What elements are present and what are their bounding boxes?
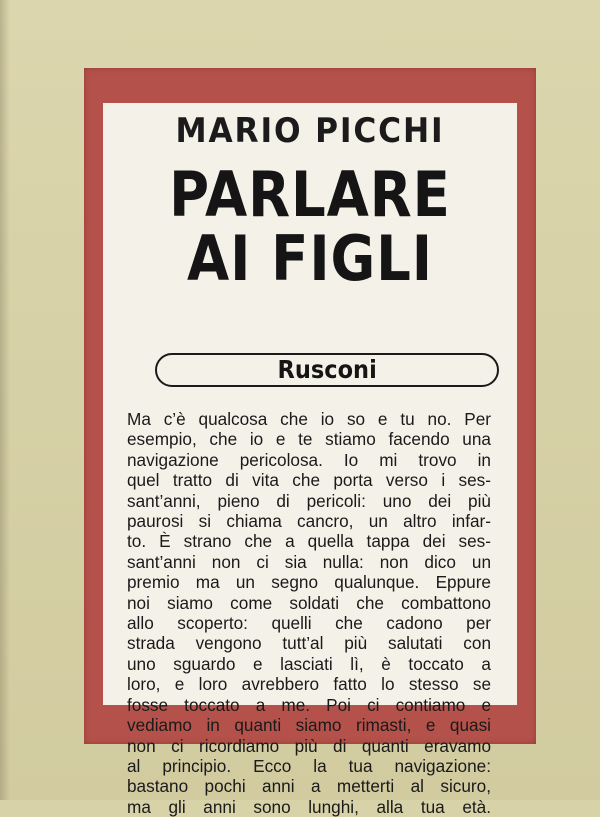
blurb-line: premio ma un segno qualunque. Eppure xyxy=(127,572,491,593)
blurb-line: al principio. Ecco la tua navigazione: xyxy=(127,755,491,776)
blurb-line: sant’anni non ci sia nulla: non dico un xyxy=(127,551,491,572)
blurb-line: strada vengono tutt’al più salutati con xyxy=(127,633,491,654)
blurb-text xyxy=(127,409,491,817)
blurb-line: non ci ricordiamo più di quanti eravamo xyxy=(127,735,491,756)
blurb-line: uno sguardo e lasciati lì, è toccato a xyxy=(127,653,491,674)
blurb-line: noi siamo come soldati che combattono xyxy=(127,592,491,613)
blurb-line: loro, e loro avrebbero fatto lo stesso se xyxy=(127,674,491,695)
book-title xyxy=(103,158,517,295)
cover-panel xyxy=(103,103,517,817)
author-name: MARIO PICCHI xyxy=(175,111,445,151)
publisher-badge xyxy=(155,353,499,387)
blurb-line: allo scoperto: quelli che cadono per xyxy=(127,613,491,634)
blurb-line: ma gli anni sono lunghi, alla tua età. xyxy=(127,796,491,817)
blurb-line: sant’anni, pieno di pericoli: uno dei più xyxy=(127,490,491,511)
blurb-line: to. È strano che a quella tappa dei ses- xyxy=(127,531,491,552)
blurb-line: vediamo in quanti siamo rimasti, e quasi xyxy=(127,715,491,736)
blurb-line: paurosi si chiama cancro, un altro infar- xyxy=(127,511,491,532)
book-title-line: AI FIGLI xyxy=(187,222,433,295)
red-frame xyxy=(84,68,536,817)
blurb-line: bastano pochi anni a metterti al sicuro, xyxy=(127,776,491,797)
book-title-line: PARLARE xyxy=(169,158,451,231)
publisher-name: Rusconi xyxy=(277,355,377,384)
blurb-line: Ma c’è qualcosa che io so e tu no. Per xyxy=(127,409,491,429)
blurb-line: navigazione pericolosa. Io mi trovo in xyxy=(127,449,491,470)
spine-shadow xyxy=(0,0,10,800)
blurb-line: quel tratto di vita che porta verso i ses- xyxy=(127,470,491,491)
blurb-line: esempio, che io e te stiamo facendo una xyxy=(127,429,491,450)
blurb-line: fosse toccato a me. Poi ci contiamo e xyxy=(127,694,491,715)
